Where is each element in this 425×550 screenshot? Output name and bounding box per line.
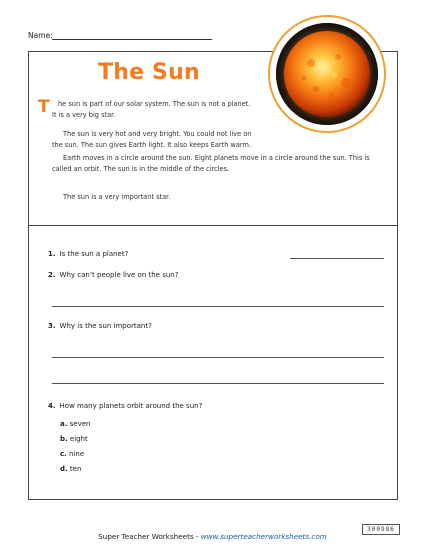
- option-a[interactable]: [60, 420, 90, 428]
- answer-line-1[interactable]: [290, 258, 384, 259]
- option-letter: d.: [60, 465, 68, 473]
- option-text: ten: [69, 465, 82, 473]
- sun-image: [276, 23, 378, 125]
- name-label: Name:: [28, 31, 53, 40]
- question-number: 1.: [48, 250, 56, 258]
- paragraph-2: The sun is very hot and very bright. You could not live on the sun. The sun gives Earth light. It also keeps Earth warm.: [52, 130, 252, 149]
- question-text: Why can’t people live on the sun?: [59, 271, 179, 279]
- answer-line-2[interactable]: [52, 306, 384, 307]
- question-number: 4.: [48, 402, 56, 410]
- question-text: How many planets orbit around the sun?: [59, 402, 203, 410]
- question-2: [48, 271, 178, 279]
- option-letter: c.: [60, 450, 67, 458]
- footer-link[interactable]: www.superteacherworksheets.com: [200, 532, 327, 541]
- question-3: [48, 322, 152, 330]
- option-text: nine: [69, 450, 85, 458]
- paragraph-3: Earth moves in a circle around the sun. Eight planets move in a circle around the sun. This is called an orbit. The sun is in the middle of the circles.: [52, 154, 370, 173]
- paragraph-4: The sun is a very important star.: [63, 193, 171, 201]
- option-letter: b.: [60, 435, 68, 443]
- question-number: 2.: [48, 271, 56, 279]
- paragraph-1: he sun is part of our solar system. The sun is not a planet. It is a very big star.: [52, 100, 251, 119]
- option-text: seven: [69, 420, 91, 428]
- questions-box: [28, 225, 398, 500]
- worksheet-code: 300986: [362, 524, 400, 535]
- dropcap-letter: T: [38, 97, 50, 117]
- answer-line-3a[interactable]: [52, 357, 384, 358]
- option-text: eight: [69, 435, 88, 443]
- question-1: [48, 250, 128, 258]
- question-text: Is the sun a planet?: [59, 250, 129, 258]
- option-letter: a.: [60, 420, 68, 428]
- answer-line-3b[interactable]: [52, 383, 384, 384]
- passage-title: The Sun: [98, 60, 200, 85]
- name-field-line[interactable]: [52, 39, 212, 40]
- option-c[interactable]: [60, 450, 84, 458]
- footer-prefix: Super Teacher Worksheets -: [98, 532, 201, 541]
- question-number: 3.: [48, 322, 56, 330]
- question-4: [48, 402, 202, 410]
- option-d[interactable]: [60, 465, 81, 473]
- question-text: Why is the sun important?: [59, 322, 152, 330]
- option-b[interactable]: [60, 435, 88, 443]
